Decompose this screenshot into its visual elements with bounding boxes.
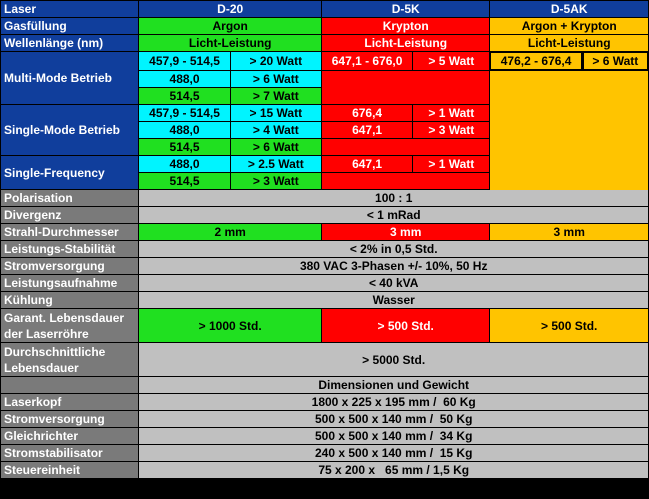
stromversorgung-value: 380 VAC 3-Phasen +/- 10%, 50 Hz (139, 258, 648, 274)
polarisation-label: Polarisation (1, 190, 138, 206)
dims-row (1, 411, 648, 427)
garant-d20: > 1000 Std. (139, 309, 321, 342)
durchschnitt-value: > 5000 Std. (139, 343, 648, 376)
multimode-d5k-power: > 5 Watt (413, 52, 489, 70)
singlefreq-d20-power: > 2.5 Watt (231, 156, 321, 172)
gasfuellung-row (1, 18, 648, 34)
multimode-d5k-empty (322, 71, 490, 104)
multimode-d5ak-power: > 6 Watt (583, 52, 648, 70)
garant-d5ak: > 500 Std. (490, 309, 648, 342)
header-d20: D-20 (139, 1, 321, 17)
polarisation-row (1, 190, 648, 206)
dims-label: Steuereinheit (1, 462, 138, 478)
dims-value: 75 x 200 x 65 mm / 1,5 Kg (139, 462, 648, 478)
header-d5ak: D-5AK (490, 1, 648, 17)
dimensionen-title: Dimensionen und Gewicht (139, 377, 648, 393)
singlemode-d5k-wl: 647,1 (322, 122, 412, 138)
wellenlaenge-d20: Licht-Leistung (139, 35, 321, 51)
header-d5k: D-5K (322, 1, 490, 17)
divergenz-row (1, 207, 648, 223)
singlefreq-label: Single-Frequency (1, 156, 138, 189)
garant-row (1, 309, 648, 342)
dimensionen-title-row (1, 377, 648, 393)
polarisation-value: 100 : 1 (139, 190, 648, 206)
dims-value: 500 x 500 x 140 mm / 34 Kg (139, 428, 648, 444)
dims-label: Gleichrichter (1, 428, 138, 444)
divergenz-label: Divergenz (1, 207, 138, 223)
garant-label: Garant. Lebensdauer der Laserröhre (1, 309, 138, 342)
singlemode-d20-power: > 6 Watt (231, 139, 321, 155)
multimode-d20-power: > 20 Watt (231, 52, 321, 70)
stabilitaet-row (1, 241, 648, 257)
singlemode-d20-power: > 15 Watt (231, 105, 321, 121)
leistungsaufnahme-value: < 40 kVA (139, 275, 648, 291)
kuehlung-value: Wasser (139, 292, 648, 308)
strahl-row (1, 224, 648, 240)
multimode-d20-power: > 7 Watt (231, 88, 321, 104)
stromversorgung-row (1, 258, 648, 274)
dims-label: Stromstabilisator (1, 445, 138, 461)
wellenlaenge-d5k: Licht-Leistung (322, 35, 490, 51)
leistungsaufnahme-row (1, 275, 648, 291)
wellenlaenge-d5ak: Licht-Leistung (490, 35, 648, 51)
dims-row (1, 428, 648, 444)
singlemode-d5k-power: > 1 Watt (413, 105, 489, 121)
singlemode-d5k-power: > 3 Watt (413, 122, 489, 138)
kuehlung-row (1, 292, 648, 308)
singlemode-d5k-wl: 676,4 (322, 105, 412, 121)
stabilitaet-value: < 2% in 0,5 Std. (139, 241, 648, 257)
d5ak-empty-block (490, 71, 648, 206)
singlemode-d20-wl: 514,5 (139, 139, 229, 155)
multimode-d20-power: > 6 Watt (231, 71, 321, 87)
stromversorgung-label: Stromversorgung (1, 258, 138, 274)
singlemode-label: Single-Mode Betrieb (1, 105, 138, 155)
multimode-d20-wl: 457,9 - 514,5 (139, 52, 229, 70)
wellenlaenge-label: Wellenlänge (nm) (1, 35, 138, 51)
leistungsaufnahme-label: Leistungsaufnahme (1, 275, 138, 291)
multimode-d20-wl: 488,0 (139, 71, 229, 87)
garant-d5k: > 500 Std. (322, 309, 490, 342)
durchschnitt-label: Durchschnittliche Lebensdauer (1, 343, 138, 376)
header-row (1, 1, 648, 17)
kuehlung-label: Kühlung (1, 292, 138, 308)
singlemode-d20-wl: 488,0 (139, 122, 229, 138)
dims-row (1, 462, 648, 478)
header-laser: Laser (1, 1, 138, 17)
dims-row (1, 445, 648, 461)
multimode-d5k-wl: 647,1 - 676,0 (322, 52, 412, 70)
multimode-d5ak-wl: 476,2 - 676,4 (490, 52, 581, 70)
divergenz-value: < 1 mRad (139, 207, 648, 223)
dims-label: Stromversorgung (1, 411, 138, 427)
singlefreq-d5k-wl: 647,1 (322, 156, 412, 172)
strahl-d5k: 3 mm (322, 224, 490, 240)
dims-row (1, 394, 648, 410)
singlemode-d20-power: > 4 Watt (231, 122, 321, 138)
strahl-d20: 2 mm (139, 224, 321, 240)
singlefreq-d20-wl: 488,0 (139, 156, 229, 172)
dimensionen-title-spacer (1, 377, 138, 393)
strahl-d5ak: 3 mm (490, 224, 648, 240)
singlefreq-d20-wl: 514,5 (139, 173, 229, 189)
gasfuellung-d5k: Krypton (322, 18, 490, 34)
singlefreq-d5k-power: > 1 Watt (413, 156, 489, 172)
singlefreq-d20-power: > 3 Watt (231, 173, 321, 189)
gasfuellung-d5ak: Argon + Krypton (490, 18, 648, 34)
singlefreq-d5k-empty (322, 173, 490, 189)
dims-label: Laserkopf (1, 394, 138, 410)
gasfuellung-label: Gasfüllung (1, 18, 138, 34)
multimode-row (1, 52, 648, 70)
multimode-d20-wl: 514,5 (139, 88, 229, 104)
durchschnitt-row (1, 343, 648, 376)
stabilitaet-label: Leistungs-Stabilität (1, 241, 138, 257)
dims-value: 500 x 500 x 140 mm / 50 Kg (139, 411, 648, 427)
gasfuellung-d20: Argon (139, 18, 321, 34)
wellenlaenge-row (1, 35, 648, 51)
singlemode-d20-wl: 457,9 - 514,5 (139, 105, 229, 121)
singlemode-d5k-empty (322, 139, 490, 155)
dims-value: 1800 x 225 x 195 mm / 60 Kg (139, 394, 648, 410)
multimode-label: Multi-Mode Betrieb (1, 52, 138, 104)
strahl-label: Strahl-Durchmesser (1, 224, 138, 240)
dims-value: 240 x 500 x 140 mm / 15 Kg (139, 445, 648, 461)
